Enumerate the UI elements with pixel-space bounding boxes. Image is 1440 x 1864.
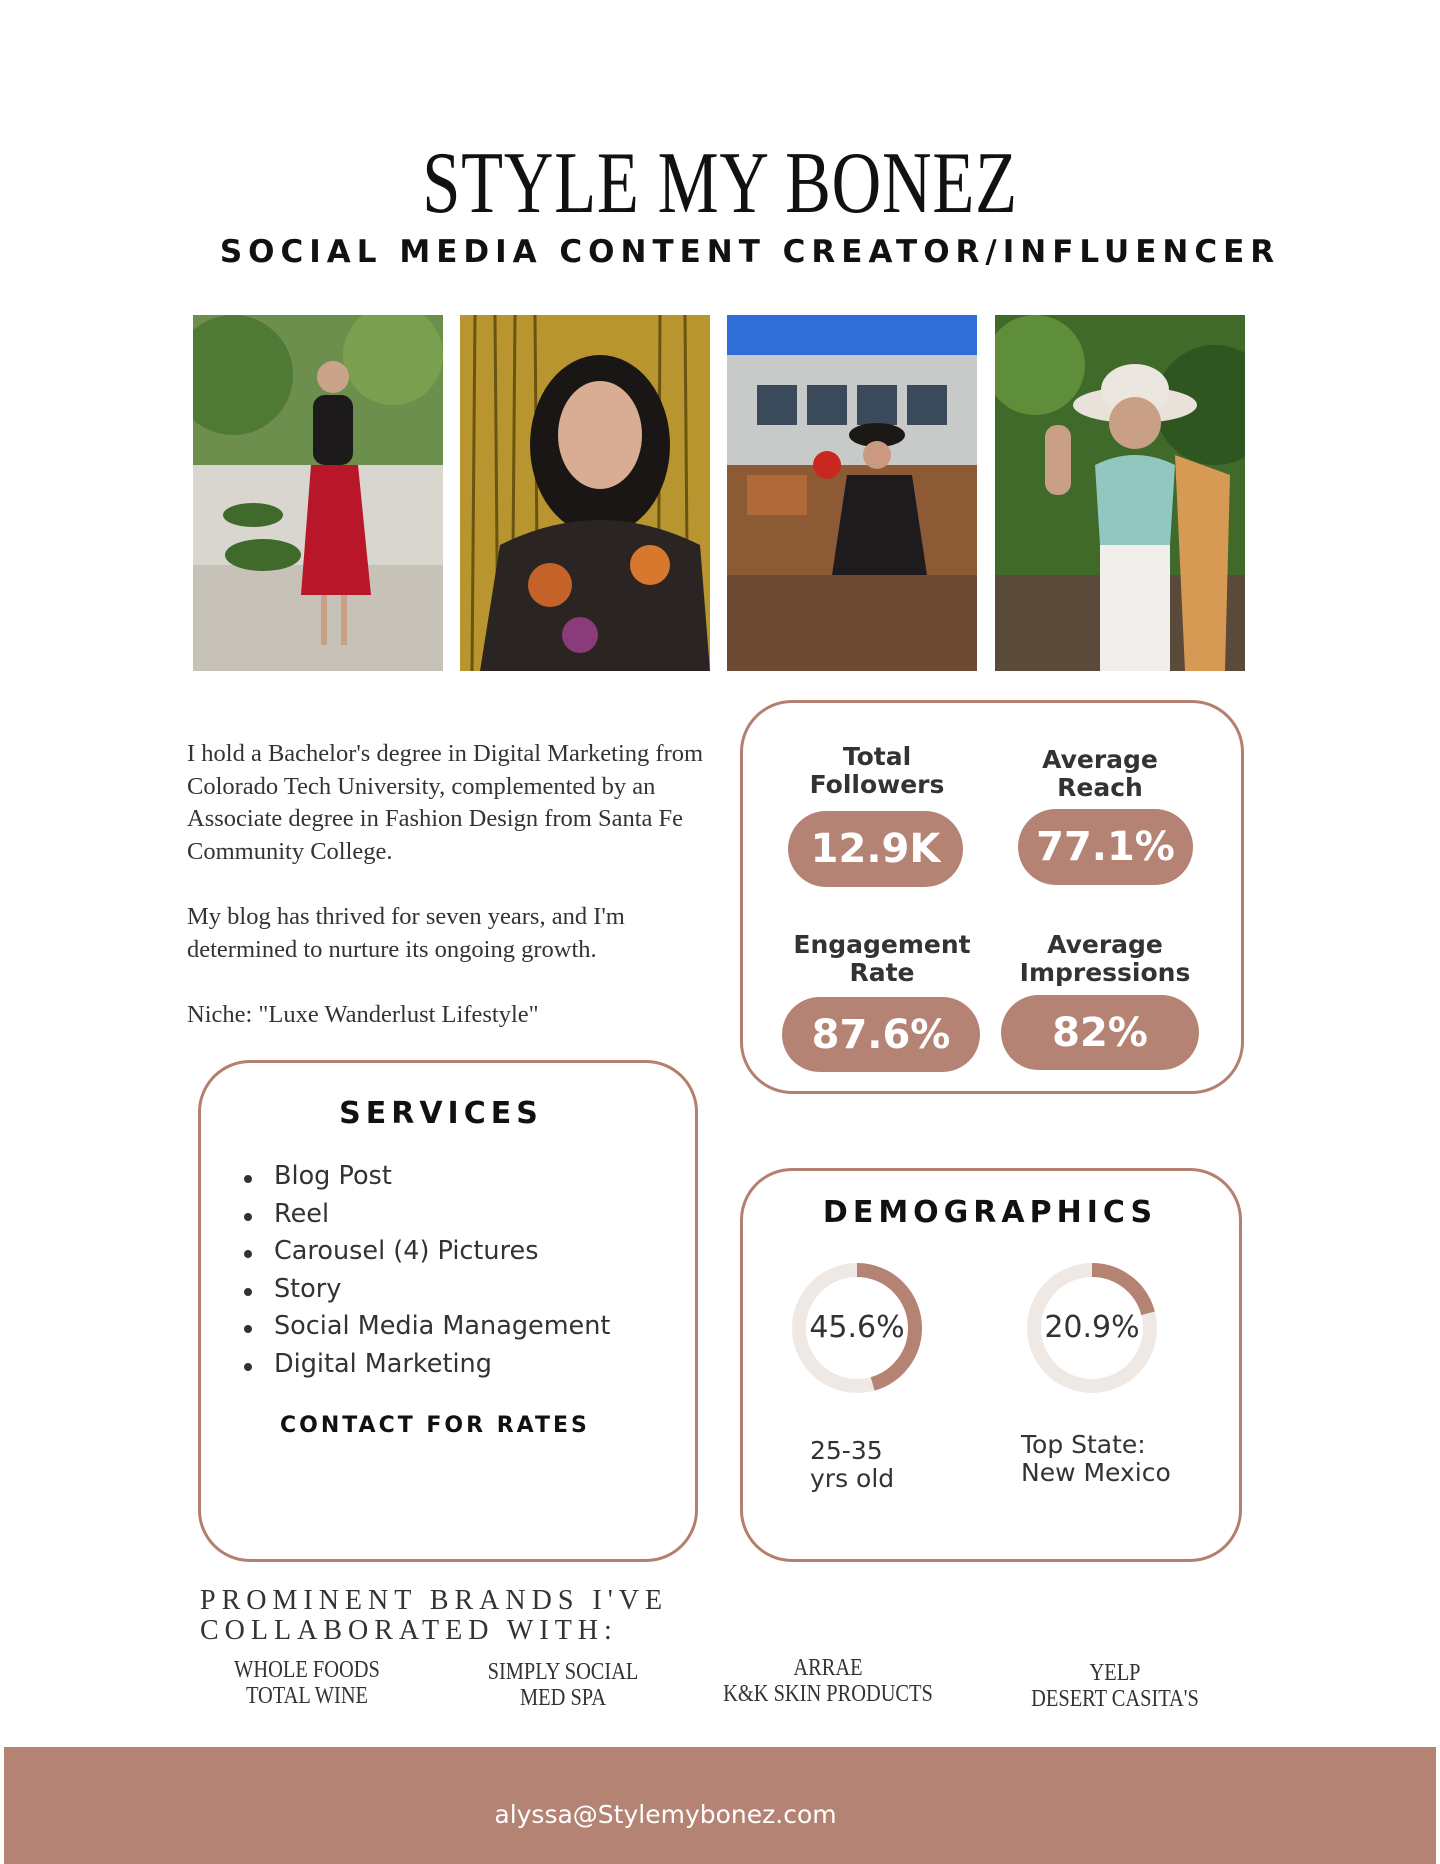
bio-paragraph-blog: My blog has thrived for seven years, and I'm determined to nurture its ongoing growth. — [187, 903, 625, 963]
brand-column: WHOLE FOODS TOTAL WINE — [234, 1657, 380, 1709]
stat-value-engagement-rate: 87.6% — [782, 997, 980, 1072]
list-item: Story — [242, 1271, 610, 1309]
stat-label-average-reach: Average Reach — [1042, 745, 1158, 802]
stat-value-average-reach: 77.1% — [1018, 809, 1193, 885]
brand-column: SIMPLY SOCIAL MED SPA — [487, 1659, 639, 1711]
brand-column: YELP DESERT CASITA'S — [1031, 1660, 1199, 1712]
age-percent: 45.6% — [809, 1310, 905, 1345]
demographics-title: DEMOGRAPHICS — [822, 1195, 1158, 1230]
bio-niche: Niche: "Luxe Wanderlust Lifestyle" — [187, 1001, 539, 1028]
services-title: SERVICES — [339, 1096, 543, 1131]
page-title: STYLE MY BONEZ — [422, 135, 1018, 232]
photo-red-skirt — [193, 315, 443, 671]
list-item: Social Media Management — [242, 1308, 610, 1346]
contact-for-rates: CONTACT FOR RATES — [280, 1413, 590, 1438]
stat-label-total-followers: Total Followers — [809, 742, 945, 799]
bio-paragraph-education: I hold a Bachelor's degree in Digital Marketing from Colorado Tech University, complemented by an Associate degree in Fashion Design from Santa Fe Community College. — [187, 740, 704, 865]
state-caption: Top State: New Mexico — [1021, 1430, 1171, 1487]
state-percent: 20.9% — [1044, 1310, 1140, 1345]
brands-heading: PROMINENT BRANDS I'VE COLLABORATED WITH: — [200, 1585, 669, 1646]
age-caption: 25-35 yrs old — [810, 1436, 895, 1493]
photo-picnic — [727, 315, 977, 671]
brand-column: ARRAE K&K SKIN PRODUCTS — [723, 1655, 933, 1707]
footer-email-link[interactable]: alyssa@Stylemybonez.com — [494, 1800, 837, 1829]
stat-label-engagement-rate: Engagement Rate — [793, 930, 971, 987]
stat-value-total-followers: 12.9K — [788, 811, 963, 887]
services-list — [242, 1158, 610, 1384]
page-subtitle: SOCIAL MEDIA CONTENT CREATOR/INFLUENCER — [219, 234, 1281, 270]
list-item: Reel — [242, 1196, 610, 1234]
stat-value-average-impressions: 82% — [1001, 995, 1199, 1070]
photo-gold-curtain — [460, 315, 710, 671]
photo-white-hat — [995, 315, 1245, 671]
list-item: Digital Marketing — [242, 1346, 610, 1384]
stat-label-average-impressions: Average Impressions — [1019, 930, 1191, 987]
bio-text — [187, 738, 707, 1065]
list-item: Carousel (4) Pictures — [242, 1233, 610, 1271]
list-item: Blog Post — [242, 1158, 610, 1196]
